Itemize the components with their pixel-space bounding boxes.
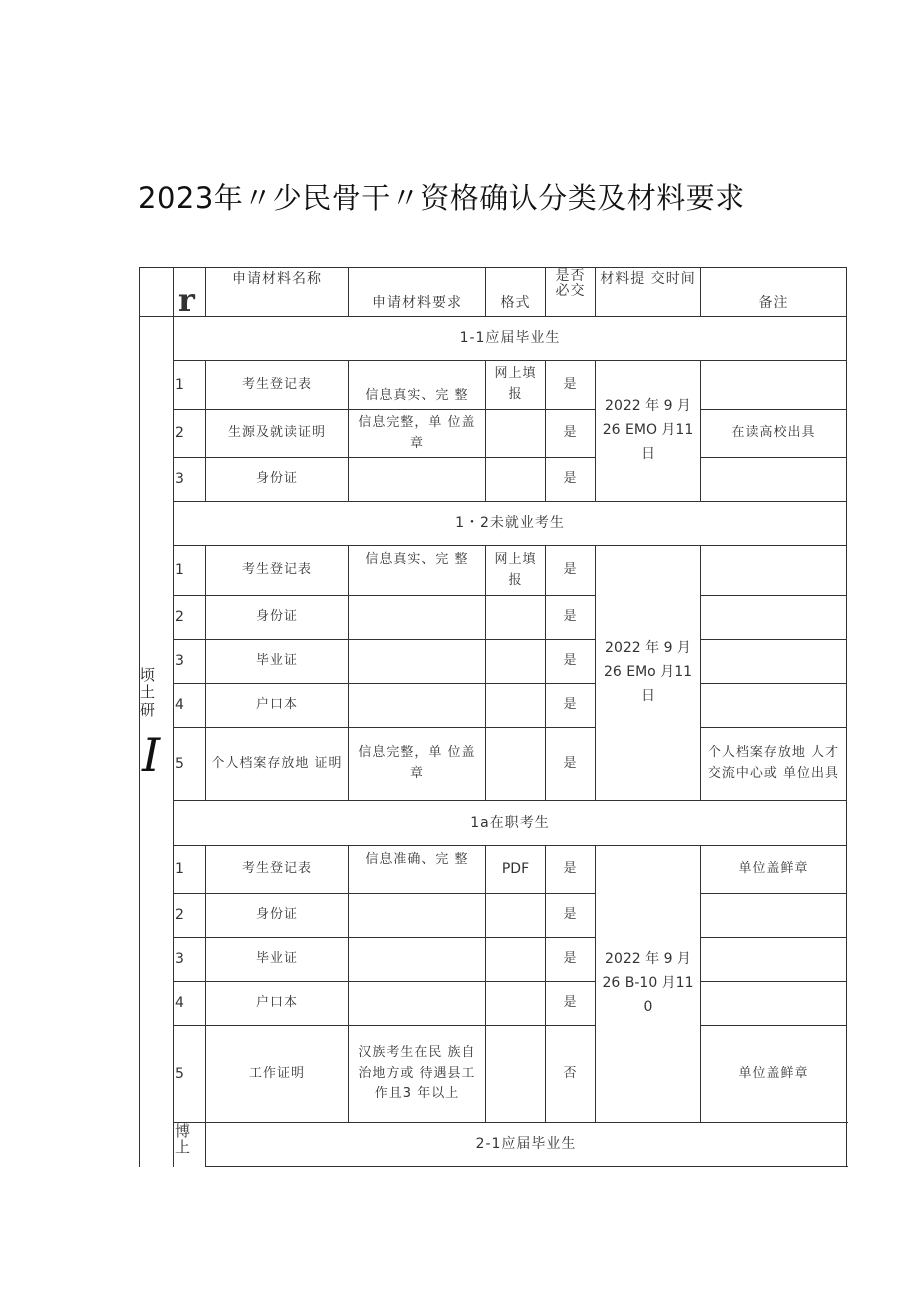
- material-format: [486, 410, 546, 458]
- side-label-glyph: I: [142, 728, 162, 782]
- material-requirement: [349, 684, 486, 728]
- row-number: 2: [174, 596, 206, 640]
- material-format: [486, 1026, 546, 1123]
- material-requirement: 信息真实、完 整: [349, 546, 486, 596]
- material-remark: [701, 684, 847, 728]
- material-name: 身份证: [206, 458, 349, 502]
- header-corner-glyph: r: [174, 268, 206, 317]
- material-requirement: 信息真实、完 整: [349, 361, 486, 410]
- material-name: 个人档案存放地 证明: [206, 728, 349, 801]
- material-required: 是: [546, 596, 596, 640]
- material-format: 网上填报: [486, 546, 546, 596]
- material-remark: [701, 640, 847, 684]
- table-row: [140, 640, 847, 684]
- material-format: [486, 938, 546, 982]
- material-requirement: 信息完整，单 位盖章: [349, 728, 486, 801]
- side-label-group1: 顷 土 研: [140, 666, 157, 719]
- material-required: 是: [546, 982, 596, 1026]
- material-required: 是: [546, 546, 596, 596]
- table-row: [140, 546, 847, 596]
- material-format: [486, 640, 546, 684]
- header-blank-cell: [140, 268, 174, 317]
- material-requirement: [349, 894, 486, 938]
- material-name: 户口本: [206, 684, 349, 728]
- material-requirement: [349, 640, 486, 684]
- table-row: [140, 361, 847, 410]
- header-deadline: 材料提 交时间: [596, 268, 701, 317]
- row-number: 2: [174, 410, 206, 458]
- row-number: 1: [174, 361, 206, 410]
- header-required: 是否必交: [546, 268, 596, 317]
- material-required: 否: [546, 1026, 596, 1123]
- material-format: 网上填报: [486, 361, 546, 410]
- table-row: [140, 458, 847, 502]
- section-title-row: [140, 317, 847, 361]
- table-row: [140, 982, 847, 1026]
- material-name: 工作证明: [206, 1026, 349, 1123]
- table-row: [140, 684, 847, 728]
- material-required: 是: [546, 684, 596, 728]
- material-remark: [701, 458, 847, 502]
- header-material-requirement: 申请材料要求: [349, 268, 486, 317]
- material-remark: 单位盖鲜章: [701, 1026, 847, 1123]
- material-remark: [701, 361, 847, 410]
- row-number: 3: [174, 938, 206, 982]
- table-row: [140, 410, 847, 458]
- material-format: [486, 596, 546, 640]
- table-row: [140, 894, 847, 938]
- material-name: 户口本: [206, 982, 349, 1026]
- material-name: 考生登记表: [206, 846, 349, 894]
- header-format: 格式: [486, 268, 546, 317]
- material-format: [486, 684, 546, 728]
- row-number: 1: [174, 846, 206, 894]
- material-format: PDF: [486, 846, 546, 894]
- section-title-row: [140, 801, 847, 846]
- side-label-group2: 博 上: [174, 1123, 206, 1167]
- material-required: 是: [546, 728, 596, 801]
- material-requirement: 信息准确、完 整: [349, 846, 486, 894]
- row-number: 4: [174, 684, 206, 728]
- table-row: [140, 728, 847, 801]
- row-number: 5: [174, 728, 206, 801]
- row-number: 1: [174, 546, 206, 596]
- material-required: 是: [546, 410, 596, 458]
- materials-table: [139, 267, 847, 1167]
- material-requirement: [349, 596, 486, 640]
- material-requirement: 汉族考生在民 族自治地方或 待遇县工作且3 年以上: [349, 1026, 486, 1123]
- material-name: 毕业证: [206, 640, 349, 684]
- material-remark: [701, 938, 847, 982]
- section-title: 1a在职考生: [174, 801, 847, 846]
- material-required: 是: [546, 846, 596, 894]
- material-required: 是: [546, 361, 596, 410]
- material-name: 考生登记表: [206, 361, 349, 410]
- table-row: [140, 846, 847, 894]
- material-required: 是: [546, 894, 596, 938]
- material-required: 是: [546, 458, 596, 502]
- material-name: 身份证: [206, 596, 349, 640]
- material-remark: [701, 596, 847, 640]
- material-format: [486, 458, 546, 502]
- row-number: 3: [174, 458, 206, 502]
- material-remark: [701, 894, 847, 938]
- row-number: 3: [174, 640, 206, 684]
- material-requirement: 信息完整，单 位盖章: [349, 410, 486, 458]
- table-row: [140, 596, 847, 640]
- table-row: [140, 938, 847, 982]
- material-name: 生源及就读证明: [206, 410, 349, 458]
- material-format: [486, 894, 546, 938]
- material-requirement: [349, 938, 486, 982]
- row-number: 4: [174, 982, 206, 1026]
- row-number: 5: [174, 1026, 206, 1123]
- material-required: 是: [546, 640, 596, 684]
- section-title: 1・2未就业考生: [174, 502, 847, 546]
- material-name: 毕业证: [206, 938, 349, 982]
- material-format: [486, 728, 546, 801]
- table-row: [140, 1026, 847, 1123]
- material-remark: [701, 546, 847, 596]
- material-requirement: [349, 458, 486, 502]
- page-title: 2023年〃少民骨干〃资格确认分类及材料要求: [138, 181, 745, 215]
- table-header-row: [140, 268, 847, 317]
- header-remark: 备注: [701, 268, 847, 317]
- submission-deadline: 2022 年 9 月 26 B-10 月11 0: [596, 846, 701, 1123]
- material-requirement: [349, 982, 486, 1026]
- section-title-row: [140, 1123, 847, 1167]
- section-title: 2-1应届毕业生: [206, 1123, 847, 1167]
- material-remark: 在读高校出具: [701, 410, 847, 458]
- material-required: 是: [546, 938, 596, 982]
- section-title-row: [140, 502, 847, 546]
- section-title: 1-1应届毕业生: [174, 317, 847, 361]
- material-name: 身份证: [206, 894, 349, 938]
- header-material-name: 申请材料名称: [206, 268, 349, 317]
- side-label-cell: [140, 317, 174, 1167]
- material-remark: 个人档案存放地 人才交流中心或 单位出具: [701, 728, 847, 801]
- material-remark: 单位盖鲜章: [701, 846, 847, 894]
- material-name: 考生登记表: [206, 546, 349, 596]
- material-format: [486, 982, 546, 1026]
- submission-deadline: 2022 年 9 月 26 EMO 月11日: [596, 361, 701, 502]
- material-remark: [701, 982, 847, 1026]
- row-number: 2: [174, 894, 206, 938]
- submission-deadline: 2022 年 9 月 26 EMo 月11日: [596, 546, 701, 801]
